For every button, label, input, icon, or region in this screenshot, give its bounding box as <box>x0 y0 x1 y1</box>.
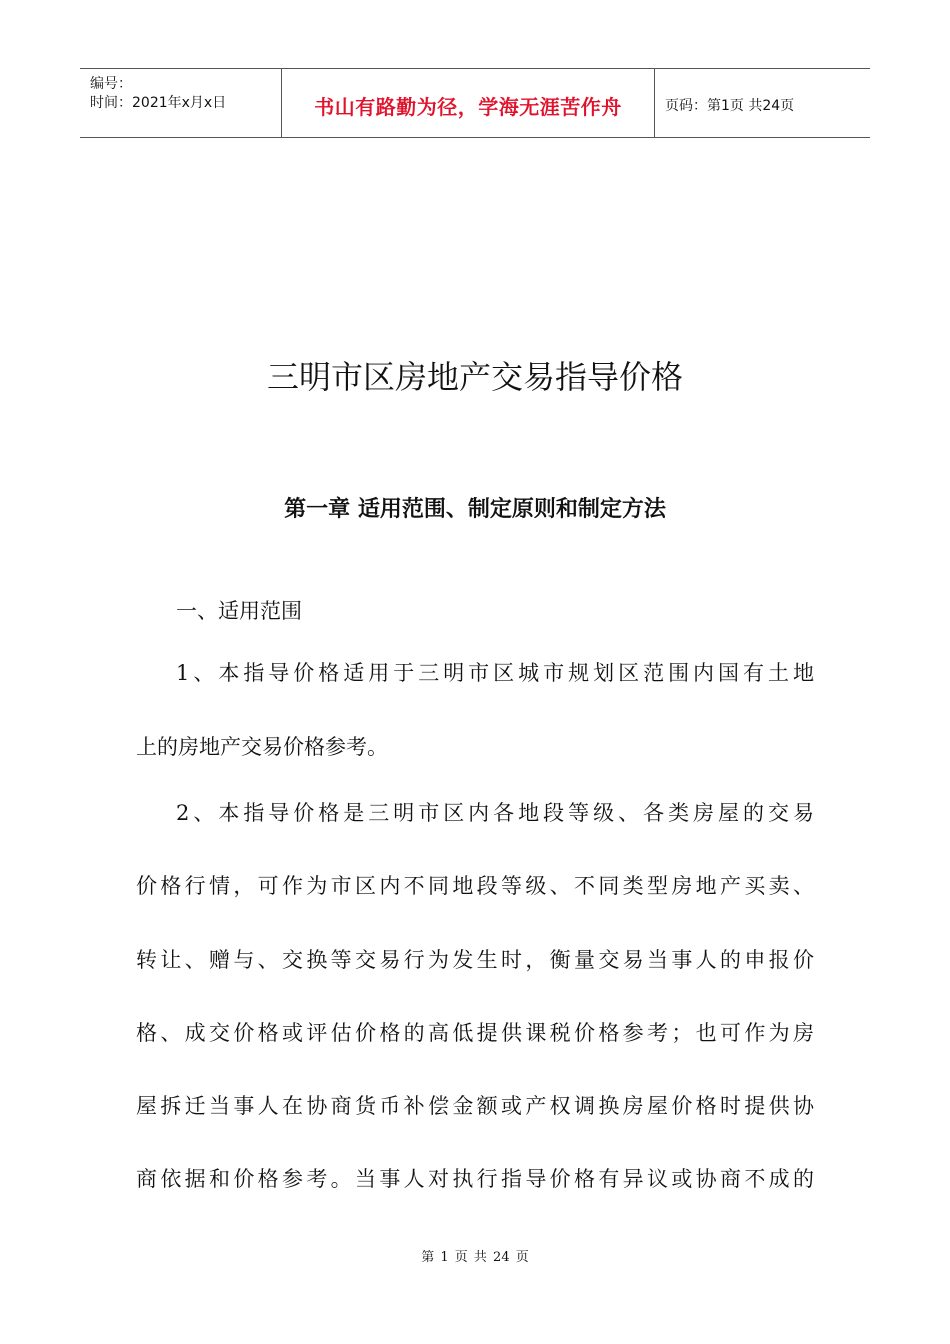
page-code: 页码：第1页 共24页 <box>665 98 795 114</box>
section-heading: 一、适用范围 <box>176 599 302 623</box>
header-page-cell <box>655 69 870 137</box>
paragraph-line: 价格行情，可作为市区内不同地段等级、不同类型房地产买卖、 <box>136 874 814 898</box>
paragraph-line: 屋拆迁当事人在协商货币补偿金额或产权调换房屋价格时提供协 <box>136 1094 814 1118</box>
header-info-cell <box>80 69 282 137</box>
header-motto-cell <box>282 69 655 137</box>
motto-text: 书山有路勤为径，学海无涯苦作舟 <box>314 95 622 119</box>
paragraph-line: 2、本指导价格是三明市区内各地段等级、各类房屋的交易 <box>176 801 814 825</box>
paragraph-line: 1、本指导价格适用于三明市区城市规划区范围内国有土地 <box>176 661 814 685</box>
paragraph-line: 商依据和价格参考。当事人对执行指导价格有异议或协商不成的 <box>136 1167 814 1191</box>
paragraph-line: 上的房地产交易价格参考。 <box>136 735 388 759</box>
paragraph-line: 格、成交价格或评估价格的高低提供课税价格参考；也可作为房 <box>136 1021 814 1045</box>
chapter-title: 第一章 适用范围、制定原则和制定方法 <box>284 497 666 522</box>
document-number-label: 编号： <box>90 76 132 92</box>
page-footer: 第 1 页 共 24 页 <box>421 1250 529 1265</box>
page-header <box>80 68 870 138</box>
document-date-label: 时间：2021年x月x日 <box>90 95 227 111</box>
document-title: 三明市区房地产交易指导价格 <box>266 358 683 396</box>
paragraph-line: 转让、赠与、交换等交易行为发生时，衡量交易当事人的申报价 <box>136 948 814 972</box>
